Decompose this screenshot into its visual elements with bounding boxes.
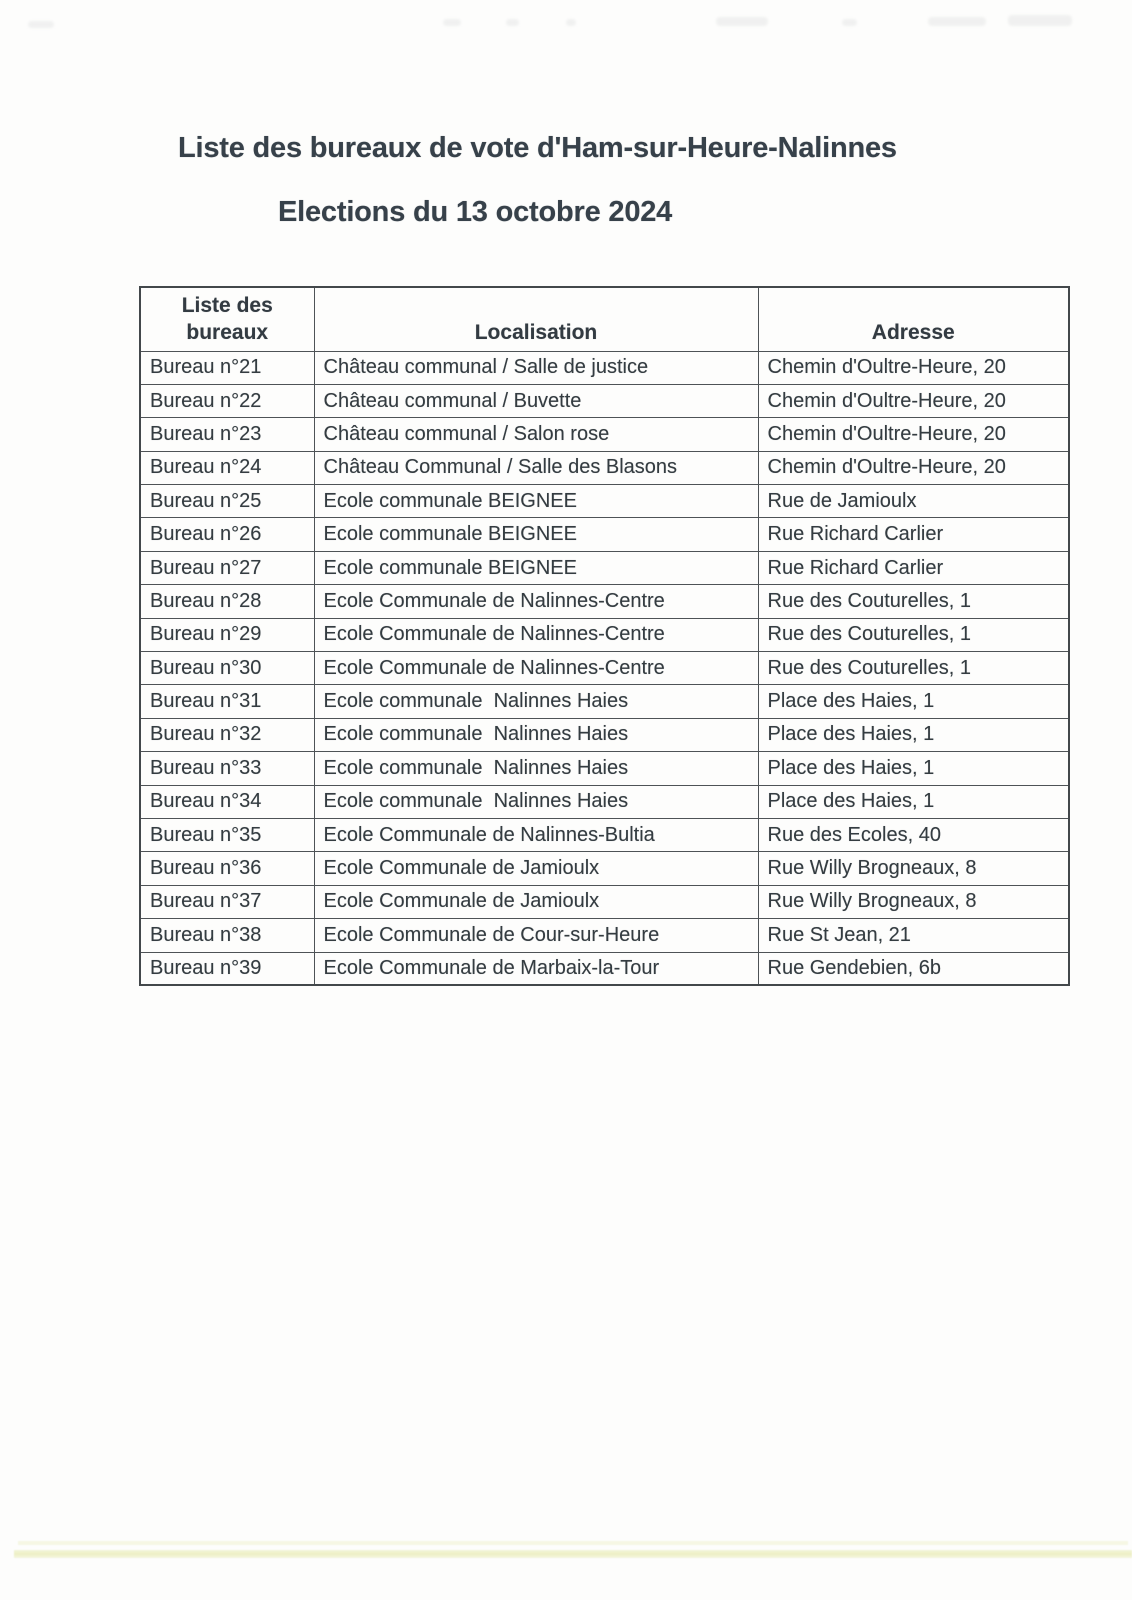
cell-bureau: Bureau n°28 <box>140 585 314 618</box>
scan-smudge <box>842 19 857 26</box>
table-row <box>140 685 1069 718</box>
scan-smudge <box>1008 15 1072 26</box>
cell-bureau: Bureau n°27 <box>140 551 314 584</box>
cell-adresse: Rue Richard Carlier <box>758 518 1069 551</box>
cell-adresse: Rue des Ecoles, 40 <box>758 818 1069 851</box>
column-header-localisation: Localisation <box>314 287 758 351</box>
table-row <box>140 785 1069 818</box>
table-row <box>140 852 1069 885</box>
cell-bureau: Bureau n°34 <box>140 785 314 818</box>
cell-adresse: Rue des Couturelles, 1 <box>758 618 1069 651</box>
table-row <box>140 919 1069 952</box>
table-row <box>140 418 1069 451</box>
cell-bureau: Bureau n°23 <box>140 418 314 451</box>
table-row <box>140 652 1069 685</box>
cell-bureau: Bureau n°38 <box>140 919 314 952</box>
cell-bureau: Bureau n°36 <box>140 852 314 885</box>
cell-adresse: Rue Willy Brogneaux, 8 <box>758 885 1069 918</box>
cell-bureau: Bureau n°21 <box>140 351 314 384</box>
scan-artifact-line <box>14 1550 1132 1558</box>
table-row <box>140 518 1069 551</box>
cell-localisation: Ecole communale BEIGNEE <box>314 551 758 584</box>
cell-adresse: Rue Richard Carlier <box>758 551 1069 584</box>
cell-bureau: Bureau n°25 <box>140 485 314 518</box>
table-row <box>140 952 1069 985</box>
cell-localisation: Ecole communale Nalinnes Haies <box>314 785 758 818</box>
cell-localisation: Ecole communale Nalinnes Haies <box>314 685 758 718</box>
table-row <box>140 752 1069 785</box>
scan-smudge <box>716 17 768 26</box>
cell-localisation: Château Communal / Salle des Blasons <box>314 451 758 484</box>
cell-adresse: Place des Haies, 1 <box>758 685 1069 718</box>
cell-bureau: Bureau n°32 <box>140 718 314 751</box>
cell-adresse: Place des Haies, 1 <box>758 752 1069 785</box>
cell-localisation: Ecole communale Nalinnes Haies <box>314 752 758 785</box>
cell-localisation: Ecole Communale de Jamioulx <box>314 852 758 885</box>
cell-adresse: Chemin d'Oultre-Heure, 20 <box>758 418 1069 451</box>
table-row <box>140 618 1069 651</box>
cell-bureau: Bureau n°24 <box>140 451 314 484</box>
scan-smudge <box>28 21 54 28</box>
table-header <box>140 287 1069 351</box>
cell-localisation: Château communal / Buvette <box>314 384 758 417</box>
cell-bureau: Bureau n°26 <box>140 518 314 551</box>
cell-bureau: Bureau n°29 <box>140 618 314 651</box>
scan-smudge <box>566 19 576 26</box>
cell-adresse: Rue des Couturelles, 1 <box>758 585 1069 618</box>
cell-adresse: Rue St Jean, 21 <box>758 919 1069 952</box>
scan-artifact-line-soft <box>18 1541 1128 1545</box>
table-row <box>140 818 1069 851</box>
table-row <box>140 451 1069 484</box>
cell-adresse: Rue Willy Brogneaux, 8 <box>758 852 1069 885</box>
cell-adresse: Rue des Couturelles, 1 <box>758 652 1069 685</box>
cell-adresse: Chemin d'Oultre-Heure, 20 <box>758 351 1069 384</box>
scan-smudge <box>443 19 461 26</box>
cell-bureau: Bureau n°35 <box>140 818 314 851</box>
table-row <box>140 485 1069 518</box>
bureaux-table <box>139 286 1070 986</box>
cell-localisation: Ecole Communale de Cour-sur-Heure <box>314 919 758 952</box>
cell-adresse: Rue de Jamioulx <box>758 485 1069 518</box>
table-row <box>140 351 1069 384</box>
page-title: Liste des bureaux de vote d'Ham-sur-Heure-Nalinnes <box>178 132 897 164</box>
cell-adresse: Chemin d'Oultre-Heure, 20 <box>758 384 1069 417</box>
bureaux-table-body <box>140 351 1069 985</box>
cell-localisation: Ecole communale BEIGNEE <box>314 485 758 518</box>
cell-bureau: Bureau n°30 <box>140 652 314 685</box>
cell-adresse: Place des Haies, 1 <box>758 785 1069 818</box>
page-subtitle: Elections du 13 octobre 2024 <box>278 196 673 228</box>
column-header-adresse: Adresse <box>758 287 1069 351</box>
cell-bureau: Bureau n°22 <box>140 384 314 417</box>
cell-adresse: Place des Haies, 1 <box>758 718 1069 751</box>
table-row <box>140 585 1069 618</box>
cell-bureau: Bureau n°31 <box>140 685 314 718</box>
cell-localisation: Ecole Communale de Nalinnes-Centre <box>314 585 758 618</box>
cell-bureau: Bureau n°37 <box>140 885 314 918</box>
cell-adresse: Rue Gendebien, 6b <box>758 952 1069 985</box>
column-header-liste-des-bureaux: Liste des bureaux <box>140 287 314 351</box>
cell-bureau: Bureau n°39 <box>140 952 314 985</box>
cell-localisation: Château communal / Salon rose <box>314 418 758 451</box>
cell-localisation: Ecole Communale de Nalinnes-Centre <box>314 618 758 651</box>
scan-smudge <box>506 19 519 26</box>
cell-localisation: Ecole Communale de Nalinnes-Bultia <box>314 818 758 851</box>
table-header-row <box>140 287 1069 351</box>
cell-localisation: Ecole communale Nalinnes Haies <box>314 718 758 751</box>
table-row <box>140 885 1069 918</box>
cell-adresse: Chemin d'Oultre-Heure, 20 <box>758 451 1069 484</box>
table-row <box>140 718 1069 751</box>
scan-smudge <box>928 17 986 26</box>
cell-localisation: Ecole Communale de Marbaix-la-Tour <box>314 952 758 985</box>
cell-bureau: Bureau n°33 <box>140 752 314 785</box>
table-row <box>140 551 1069 584</box>
cell-localisation: Ecole communale BEIGNEE <box>314 518 758 551</box>
cell-localisation: Château communal / Salle de justice <box>314 351 758 384</box>
cell-localisation: Ecole Communale de Nalinnes-Centre <box>314 652 758 685</box>
table-row <box>140 384 1069 417</box>
cell-localisation: Ecole Communale de Jamioulx <box>314 885 758 918</box>
